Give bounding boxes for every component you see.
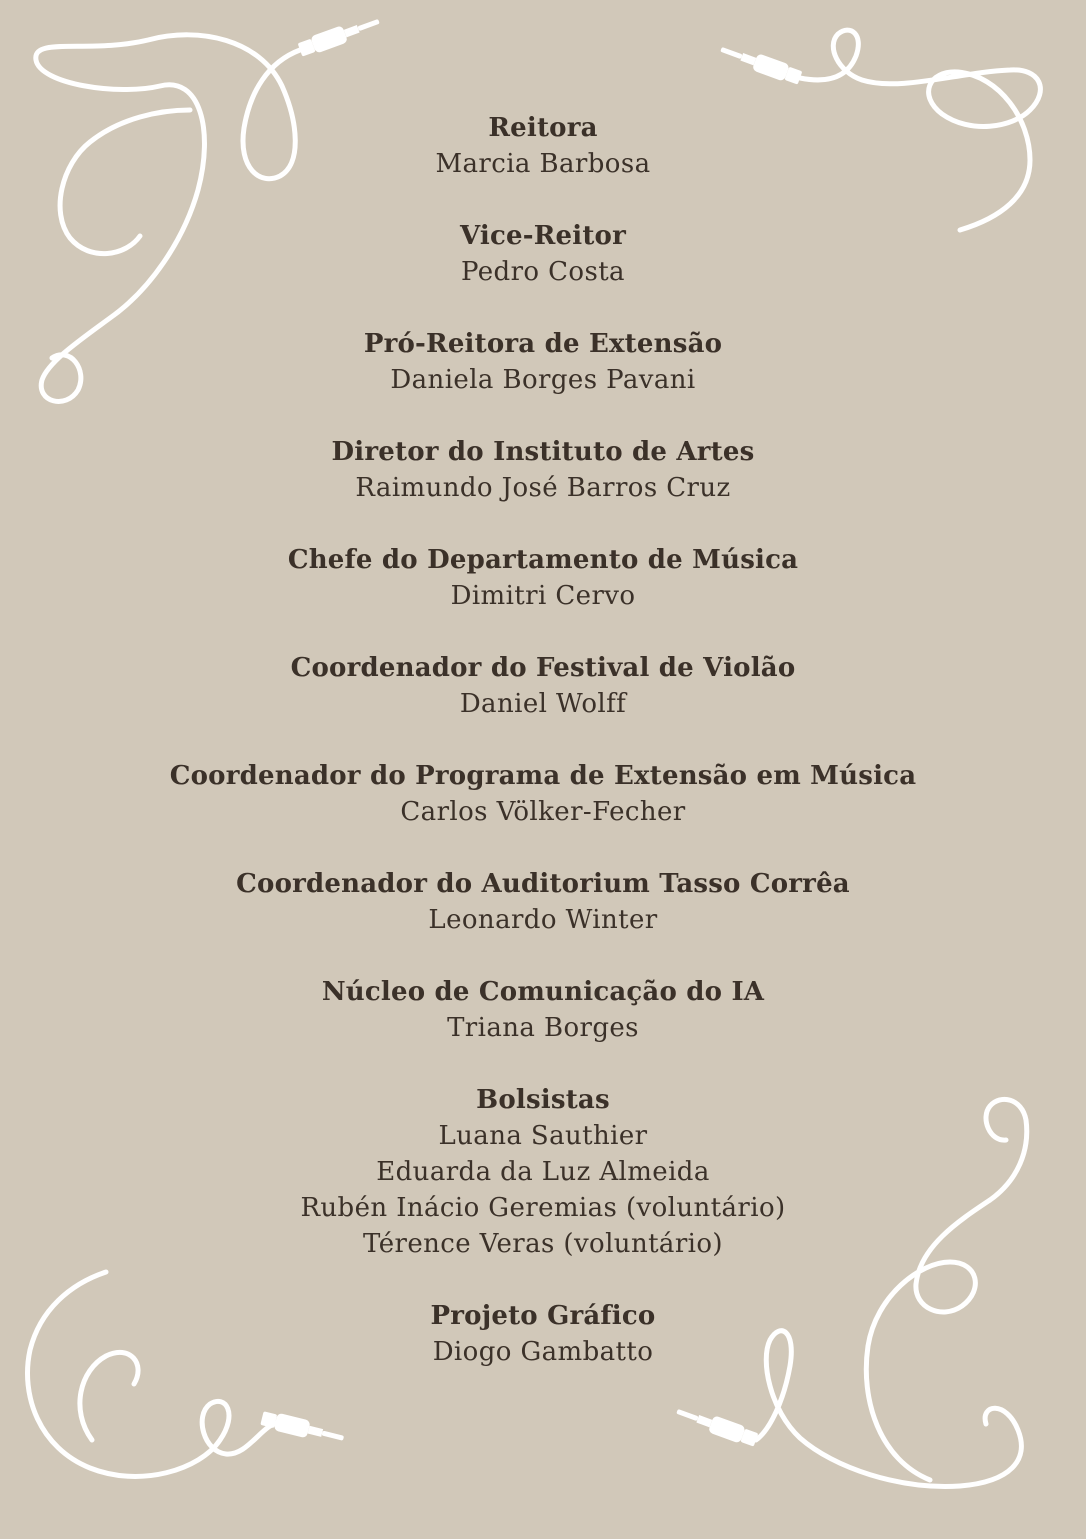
credit-block-coordenador-programa xyxy=(0,758,1086,830)
credit-block-bolsistas xyxy=(0,1082,1086,1262)
jack-plug-icon xyxy=(718,41,803,87)
credit-name: Leonardo Winter xyxy=(428,905,658,935)
credit-role: Vice-Reitor xyxy=(459,221,627,251)
credit-block-diretor-instituto xyxy=(0,434,1086,506)
credits-list xyxy=(0,110,1086,1406)
credit-name: Daniela Borges Pavani xyxy=(390,365,696,395)
credit-name: Diogo Gambatto xyxy=(432,1337,654,1367)
credit-role: Diretor do Instituto de Artes xyxy=(331,437,755,467)
credit-name: Eduarda da Luz Almeida xyxy=(376,1157,710,1187)
credit-role: Núcleo de Comunicação do IA xyxy=(321,977,765,1007)
credit-block-pro-reitora-extensao xyxy=(0,326,1086,398)
credit-role: Coordenador do Auditorium Tasso Corrêa xyxy=(236,869,850,899)
credit-name: Térence Veras (voluntário) xyxy=(363,1229,723,1259)
credit-role: Pró-Reitora de Extensão xyxy=(363,329,723,359)
credit-name: Dimitri Cervo xyxy=(450,581,636,611)
credit-name: Carlos Völker-Fecher xyxy=(400,797,686,827)
credit-role: Chefe do Departamento de Música xyxy=(287,545,799,575)
credit-name: Luana Sauthier xyxy=(438,1121,648,1151)
credit-block-coordenador-festival xyxy=(0,650,1086,722)
credit-name: Pedro Costa xyxy=(461,257,625,287)
credit-block-projeto-grafico xyxy=(0,1298,1086,1370)
jack-plug-icon xyxy=(297,13,382,59)
jack-plug-icon xyxy=(260,1409,346,1447)
credit-name: Raimundo José Barros Cruz xyxy=(355,473,731,503)
credit-role: Bolsistas xyxy=(476,1085,610,1115)
credit-block-coordenador-auditorium xyxy=(0,866,1086,938)
credit-block-nucleo-comunicacao xyxy=(0,974,1086,1046)
credit-role: Projeto Gráfico xyxy=(430,1301,656,1331)
credit-name: Daniel Wolff xyxy=(459,689,627,719)
credit-name: Triana Borges xyxy=(447,1013,639,1043)
jack-plug-icon xyxy=(674,1403,759,1449)
credit-name: Rubén Inácio Geremias (voluntário) xyxy=(300,1193,786,1223)
credit-role: Coordenador do Programa de Extensão em Música xyxy=(169,761,917,791)
credit-block-chefe-departamento xyxy=(0,542,1086,614)
credit-role: Coordenador do Festival de Violão xyxy=(290,653,796,683)
credit-block-reitora xyxy=(0,110,1086,182)
credit-name: Marcia Barbosa xyxy=(435,149,651,179)
credit-role: Reitora xyxy=(488,113,598,143)
credit-block-vice-reitor xyxy=(0,218,1086,290)
